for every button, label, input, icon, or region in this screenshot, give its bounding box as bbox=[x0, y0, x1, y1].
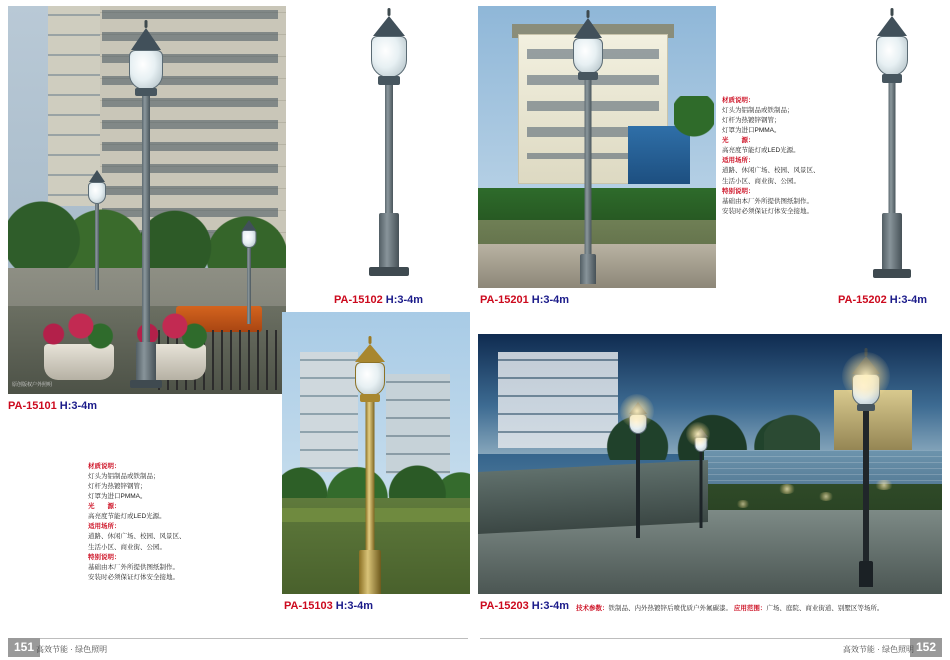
lamp-collar bbox=[360, 394, 380, 402]
spec-light-line-1: 高亮度节能灯或LED光源。 bbox=[722, 147, 800, 155]
product-photo-pa-15101 bbox=[8, 6, 286, 394]
lamp-post-pa-15103 bbox=[338, 336, 402, 588]
lamp-foot-plate bbox=[130, 380, 162, 388]
lamp-crown bbox=[877, 16, 907, 36]
spec-special-line-1: 基础由本厂外所提供图纸制作。 bbox=[88, 563, 179, 571]
tech-note-place-label: 应用范围： bbox=[733, 605, 767, 612]
road-surface bbox=[478, 460, 708, 534]
spec-material-line-3: 灯罩为进口PMMA。 bbox=[722, 127, 781, 135]
product-height: H:3-4m bbox=[59, 400, 98, 412]
product-photo-pa-15201 bbox=[478, 6, 716, 288]
spec-light-line-1: 高亮度节能灯或LED光源。 bbox=[88, 513, 166, 521]
lamp-post-pa-15102 bbox=[352, 8, 426, 284]
footer-rule-left bbox=[8, 638, 468, 639]
product-height: H:3-4m bbox=[531, 600, 570, 612]
lamp-glass-diffuser bbox=[129, 50, 163, 90]
spec-light-heading: 光 源： bbox=[722, 137, 755, 145]
tech-note-params-label: 技术参数： bbox=[576, 605, 609, 612]
product-height: H:3-4m bbox=[385, 294, 424, 306]
product-code: PA-15202 bbox=[838, 294, 887, 306]
spec-material-line-1: 灯头为铝制品或铁制品； bbox=[88, 473, 160, 481]
spec-place-line-1: 道路、休闲广场、校园、风景区、 bbox=[722, 167, 820, 175]
lamp-finial bbox=[587, 10, 590, 18]
product-photo-pa-15202 bbox=[842, 6, 942, 288]
page-number-right: 152 bbox=[910, 638, 942, 657]
lamp-pole bbox=[385, 85, 393, 217]
lamp-base bbox=[136, 342, 156, 382]
caption-pa-15101 bbox=[8, 400, 97, 412]
lamp-crown bbox=[355, 344, 385, 362]
lamp-collar bbox=[857, 404, 875, 411]
tech-note bbox=[576, 603, 883, 612]
lamp-pole bbox=[247, 248, 251, 324]
lamp-pole bbox=[889, 83, 896, 217]
lamp-base bbox=[882, 213, 902, 271]
lamp-pole bbox=[636, 434, 640, 538]
lamp-crown bbox=[89, 170, 105, 182]
lamp-post-pa-15202 bbox=[856, 8, 928, 286]
product-height: H:3-4m bbox=[889, 294, 928, 306]
product-photo-pa-15103 bbox=[282, 312, 470, 594]
lamp-glow-far bbox=[686, 422, 710, 446]
lamp-pole bbox=[700, 452, 703, 528]
lamp-finial bbox=[145, 20, 148, 28]
lamp-pole bbox=[863, 411, 869, 561]
product-code: PA-15203 bbox=[480, 600, 529, 612]
lamp-base bbox=[379, 213, 399, 269]
pagoda-tree bbox=[764, 368, 820, 454]
spec-block-right bbox=[722, 96, 862, 217]
spec-place-heading: 适用场所： bbox=[722, 157, 755, 165]
spec-special-heading: 特别说明： bbox=[722, 187, 755, 195]
lamp-finial bbox=[388, 8, 391, 16]
lamp-glow-mid bbox=[620, 394, 654, 428]
spec-place-heading: 适用场所： bbox=[88, 523, 121, 531]
lamp-finial bbox=[369, 336, 372, 344]
water-reflection-4 bbox=[736, 500, 750, 508]
spec-material-heading: 材质说明： bbox=[88, 463, 121, 470]
lamp-base bbox=[359, 550, 381, 594]
product-code: PA-15101 bbox=[8, 400, 57, 412]
lamp-collar bbox=[378, 76, 400, 85]
product-photo-pa-15102 bbox=[330, 6, 448, 288]
water-reflection-2 bbox=[818, 492, 834, 501]
lamp-post-distant-2 bbox=[234, 218, 264, 328]
spec-special-line-2: 安装时必须保证灯体安全接地。 bbox=[722, 207, 813, 215]
lamp-glass-diffuser bbox=[88, 182, 106, 204]
lamp-collar bbox=[135, 88, 157, 96]
spec-block-left bbox=[88, 462, 228, 583]
lamp-crown bbox=[574, 18, 602, 38]
product-height: H:3-4m bbox=[531, 294, 570, 306]
product-code: PA-15102 bbox=[334, 294, 383, 306]
lamp-pole bbox=[585, 80, 592, 256]
lamp-foot-plate bbox=[369, 267, 409, 276]
footer-text-right: 高效节能 · 绿色照明 bbox=[842, 645, 914, 654]
spec-special-line-1: 基础由本厂外所提供图纸制作。 bbox=[722, 197, 813, 205]
lamp-base bbox=[859, 561, 873, 587]
caption-pa-15103 bbox=[284, 600, 373, 612]
product-code: PA-15201 bbox=[480, 294, 529, 306]
footer-text-left: 高效节能 · 绿色照明 bbox=[36, 645, 108, 654]
tech-note-place-text: 广场、庭院、商业街道、别墅区等场所。 bbox=[766, 605, 884, 612]
spec-light-heading: 光 源： bbox=[88, 503, 121, 511]
flowerbed-left bbox=[38, 310, 116, 350]
photo-watermark: 原创版权户外照明 bbox=[12, 382, 53, 388]
spec-place-line-2: 生活小区、商业街、公园。 bbox=[88, 543, 166, 551]
lamp-glass-diffuser bbox=[242, 230, 257, 248]
page-number-left: 151 bbox=[8, 638, 40, 657]
lamp-pole bbox=[366, 402, 375, 552]
lamp-pole bbox=[142, 96, 150, 346]
lamp-crown bbox=[242, 220, 256, 230]
caption-pa-15202 bbox=[838, 294, 927, 306]
lamp-pole bbox=[95, 204, 99, 290]
lamp-crown bbox=[373, 16, 405, 36]
lamp-post-pa-15201 bbox=[562, 10, 614, 286]
lamp-base bbox=[580, 254, 596, 284]
lamp-post-distant-1 bbox=[80, 166, 114, 296]
lamp-finial bbox=[891, 8, 894, 16]
caption-pa-15203 bbox=[480, 600, 569, 612]
caption-pa-15102 bbox=[334, 294, 423, 306]
lamp-glass-diffuser bbox=[355, 362, 385, 396]
footer bbox=[0, 638, 950, 660]
water-reflection-3 bbox=[874, 480, 894, 490]
lamp-crown bbox=[131, 28, 161, 50]
spec-material-heading: 材质说明： bbox=[722, 97, 755, 104]
lamp-collar bbox=[882, 74, 902, 83]
spec-place-line-1: 道路、休闲广场、校园、风景区、 bbox=[88, 533, 186, 541]
lamp-glass-diffuser bbox=[876, 36, 908, 76]
spec-material-line-3: 灯罩为进口PMMA。 bbox=[88, 493, 147, 501]
product-height: H:3-4m bbox=[335, 600, 374, 612]
lamp-glow-foreground bbox=[842, 352, 890, 400]
lamp-collar bbox=[578, 72, 598, 80]
water-reflection-1 bbox=[778, 484, 796, 494]
spec-special-line-2: 安装时必须保证灯体安全接地。 bbox=[88, 573, 179, 581]
product-photo-pa-15203 bbox=[478, 334, 942, 594]
tech-note-params-text: 铁制品、内外热镀锌后喷优质户外氟碳漆。 bbox=[608, 605, 732, 612]
spec-place-line-2: 生活小区、商业街、公园。 bbox=[722, 177, 800, 185]
palm-tree bbox=[674, 96, 714, 186]
lamp-post-main bbox=[116, 18, 176, 390]
spec-special-heading: 特别说明： bbox=[88, 553, 121, 561]
caption-pa-15201 bbox=[480, 294, 569, 306]
footer-rule-right bbox=[480, 638, 942, 639]
lamp-glass-diffuser bbox=[371, 36, 407, 78]
spec-material-line-1: 灯头为铝制品或铁制品； bbox=[722, 107, 794, 115]
product-code: PA-15103 bbox=[284, 600, 333, 612]
lamp-foot-plate bbox=[873, 269, 911, 278]
spec-material-line-2: 灯杆为热镀锌钢管； bbox=[88, 483, 147, 491]
spec-material-line-2: 灯杆为热镀锌钢管； bbox=[722, 117, 781, 125]
lamp-glass-diffuser bbox=[573, 38, 603, 74]
